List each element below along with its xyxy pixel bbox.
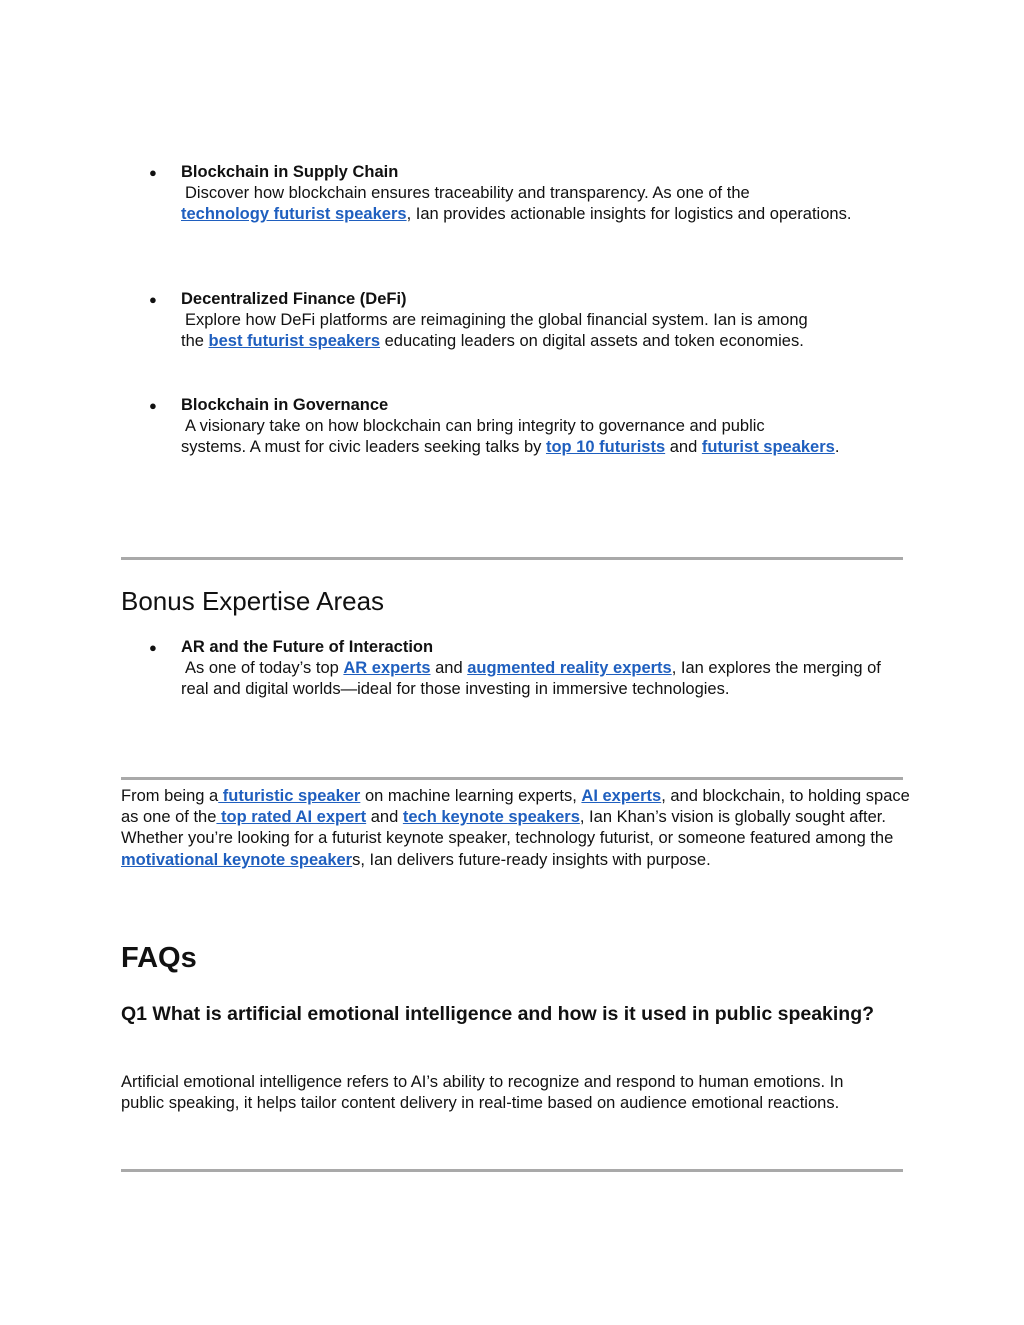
list-item	[121, 637, 911, 700]
item-description-cont	[181, 331, 911, 352]
motivational-keynote-speaker-link[interactable]: motivational keynote speaker	[121, 850, 353, 869]
faqs-heading: FAQs	[121, 942, 197, 974]
bullet-icon: ●	[149, 292, 157, 307]
item-title: AR and the Future of Interaction	[181, 638, 434, 656]
item-text: and	[665, 438, 702, 456]
paragraph-text: From being a	[121, 787, 219, 805]
horizontal-rule	[121, 1169, 903, 1172]
governance-list	[121, 395, 911, 458]
list-item	[121, 289, 911, 352]
paragraph-text: on machine learning experts,	[360, 787, 582, 805]
technology-futurist-speakers-link[interactable]: technology futurist speakers	[181, 205, 407, 223]
horizontal-rule	[121, 557, 903, 560]
bullet-icon: ●	[149, 398, 157, 413]
item-description-cont	[181, 204, 911, 225]
horizontal-rule	[121, 777, 903, 780]
defi-list	[121, 289, 911, 352]
list-item	[121, 162, 911, 225]
faq-question-1: Q1 What is artificial emotional intelligence and how is it used in public speaking?	[121, 1003, 875, 1025]
item-description-cont	[181, 437, 911, 458]
item-text: .	[834, 438, 840, 456]
faq-answer-1: Artificial emotional intelligence refers to AI’s ability to recognize and respond to human emotions. In public speaking, it helps tailor content delivery in real-time based on audience emotional reactions.	[121, 1073, 844, 1113]
bonus-heading: Bonus Expertise Areas	[121, 586, 385, 616]
paragraph-text: , Ian Khan’s vision is globally sought after. Whether you’re looking for a futurist keynote speaker, technology futurist, or someone featured among the	[121, 808, 894, 848]
item-text: educating leaders on digital assets and token economies.	[380, 332, 804, 350]
item-text: systems. A must for civic leaders seeking talks by	[181, 438, 546, 456]
ar-experts-link[interactable]: AR experts	[343, 659, 431, 677]
item-description: Discover how blockchain ensures traceability and transparency. As one of the	[185, 184, 750, 202]
summary-paragraph	[121, 786, 911, 871]
item-text: and	[430, 659, 468, 677]
list-item	[121, 395, 911, 458]
paragraph-text: and	[366, 808, 403, 827]
item-title: Blockchain in Supply Chain	[181, 163, 399, 181]
top-10-futurists-link[interactable]: top 10 futurists	[545, 438, 666, 456]
ai-experts-link[interactable]: AI experts	[581, 787, 662, 805]
futurist-speakers-link[interactable]: futurist speakers	[701, 438, 835, 456]
item-description: Explore how DeFi platforms are reimagining the global financial system. Ian is among	[185, 311, 808, 329]
blockchain-list	[121, 162, 911, 225]
item-text: , Ian explores the merging of real and digital worlds—ideal for those investing in immersive technologies.	[181, 659, 881, 698]
item-text: As one of today’s top	[185, 659, 344, 677]
best-futurist-speakers-link[interactable]: best futurist speakers	[208, 332, 381, 350]
paragraph-text: , and blockchain, to holding space as one of the	[121, 787, 910, 827]
bullet-icon: ●	[149, 165, 157, 180]
item-text: , Ian provides actionable insights for logistics and operations.	[406, 205, 852, 223]
item-title: Decentralized Finance (DeFi)	[181, 290, 407, 308]
tech-keynote-speakers-link[interactable]: tech keynote speakers	[402, 808, 580, 827]
item-description: A visionary take on how blockchain can bring integrity to governance and public	[185, 417, 765, 435]
bullet-icon: ●	[149, 640, 157, 655]
paragraph-text: s, Ian delivers future-ready insights with purpose.	[352, 850, 711, 869]
bonus-list	[121, 637, 911, 700]
augmented-reality-experts-link[interactable]: augmented reality experts	[467, 659, 672, 677]
futuristic-speaker-link[interactable]: futuristic speaker	[218, 787, 361, 805]
item-text: the	[181, 332, 209, 350]
item-description	[181, 659, 881, 698]
item-title: Blockchain in Governance	[181, 396, 389, 414]
top-rated-ai-expert-link[interactable]: top rated AI expert	[216, 808, 367, 827]
